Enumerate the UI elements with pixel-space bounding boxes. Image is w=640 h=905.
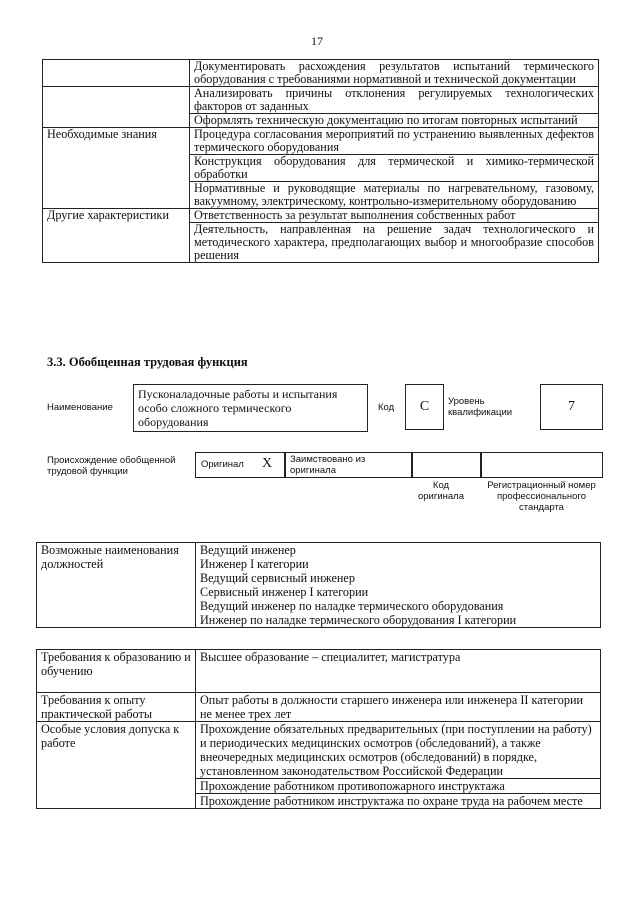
code-value-box bbox=[405, 384, 444, 430]
name-value: Пусконаладочные работы и испытания особо сложного термического оборудования bbox=[138, 387, 338, 429]
row-text: Деятельность, направленная на решение задач технологического и методического характера, предполагающих выбор и многообразие способов решения bbox=[190, 223, 599, 263]
position-item: Сервисный инженер I категории bbox=[200, 585, 369, 599]
page-number: 17 bbox=[311, 34, 323, 48]
row-label bbox=[43, 87, 190, 114]
table-row bbox=[37, 543, 601, 628]
level-value: 7 bbox=[568, 399, 575, 414]
table-row bbox=[43, 182, 599, 209]
education-text: Высшее образование – специалитет, магистратура bbox=[196, 650, 601, 693]
special-label-cont bbox=[37, 779, 196, 794]
name-label: Наименование bbox=[47, 402, 113, 413]
level-label: Уровень квалификации bbox=[448, 396, 513, 418]
table-row bbox=[43, 114, 599, 128]
table-row bbox=[43, 209, 599, 223]
row-label: Другие характеристики bbox=[43, 209, 190, 223]
position-item: Инженер по наладке термического оборудования I категории bbox=[200, 613, 517, 627]
table-row bbox=[37, 650, 601, 693]
row-text: Документировать расхождения результатов испытаний термического оборудования с требованиями нормативной и технической документации bbox=[190, 60, 599, 87]
positions-table bbox=[36, 542, 601, 628]
experience-text: Опыт работы в должности старшего инженера или инженера II категории не менее трех лет bbox=[196, 693, 601, 722]
origin-borrowed-box bbox=[284, 452, 413, 478]
level-value-box bbox=[540, 384, 603, 430]
special-item: Прохождение обязательных предварительных (при поступлении на работу) и периодических медицинских осмотров (обследований), а также внеочередных медицинских осмотров (обследований) в порядке, установленном законодательством Российской Федерации bbox=[196, 722, 601, 779]
origin-reg-box bbox=[480, 452, 603, 478]
special-label-cont bbox=[37, 794, 196, 809]
row-text: Нормативные и руководящие материалы по нагревательному, газовому, вакуумному, электрическому, контрольно-измерительному оборудованию bbox=[190, 182, 599, 209]
row-text: Оформлять техническую документацию по итогам повторных испытаний bbox=[190, 114, 599, 128]
section-title: 3.3. Обобщенная трудовая функция bbox=[47, 355, 248, 369]
special-label: Особые условия допуска к работе bbox=[37, 722, 196, 779]
position-item: Инженер I категории bbox=[200, 557, 309, 571]
row-label bbox=[43, 223, 190, 263]
table-row bbox=[37, 779, 601, 794]
code-caption: Код оригинала bbox=[417, 480, 464, 502]
borrowed-label: Заимствовано из оригинала bbox=[290, 454, 366, 476]
row-label bbox=[43, 155, 190, 182]
positions-list bbox=[196, 543, 601, 628]
row-label bbox=[43, 182, 190, 209]
table-row bbox=[43, 128, 599, 155]
table-row bbox=[43, 60, 599, 87]
skills-table bbox=[42, 59, 599, 263]
code-value: C bbox=[419, 399, 430, 414]
table-row bbox=[43, 223, 599, 263]
origin-code-box bbox=[411, 452, 482, 478]
original-mark: X bbox=[262, 456, 273, 471]
position-item: Ведущий сервисный инженер bbox=[200, 571, 355, 585]
education-label: Требования к образованию и обучению bbox=[37, 650, 196, 693]
position-item: Ведущий инженер bbox=[200, 543, 296, 557]
table-row bbox=[43, 155, 599, 182]
row-label: Необходимые знания bbox=[43, 128, 190, 155]
name-value-box bbox=[133, 384, 368, 432]
position-item: Ведущий инженер по наладке термического оборудования bbox=[200, 599, 504, 613]
positions-label: Возможные наименования должностей bbox=[37, 543, 196, 628]
row-text: Ответственность за результат выполнения собственных работ bbox=[190, 209, 599, 223]
row-text: Процедура согласования мероприятий по устранению выявленных дефектов термического оборудования bbox=[190, 128, 599, 155]
row-text: Анализировать причины отклонения регулируемых технологических факторов от заданных bbox=[190, 87, 599, 114]
original-label: Оригинал bbox=[201, 459, 244, 470]
code-label: Код bbox=[378, 402, 395, 413]
row-label bbox=[43, 114, 190, 128]
row-text: Конструкция оборудования для термической и химико-термической обработки bbox=[190, 155, 599, 182]
reg-caption: Регистрационный номер профессионального стандарта bbox=[487, 480, 596, 513]
table-row bbox=[43, 87, 599, 114]
origin-label: Происхождение обобщенной трудовой функции bbox=[47, 455, 176, 477]
table-row bbox=[37, 794, 601, 809]
special-item: Прохождение работником противопожарного инструктажа bbox=[196, 779, 601, 794]
table-row bbox=[37, 722, 601, 779]
requirements-table bbox=[36, 649, 601, 809]
origin-original-box bbox=[195, 452, 286, 478]
special-item: Прохождение работником инструктажа по охране труда на рабочем месте bbox=[196, 794, 601, 809]
table-row bbox=[37, 693, 601, 722]
row-label bbox=[43, 60, 190, 87]
experience-label: Требования к опыту практической работы bbox=[37, 693, 196, 722]
